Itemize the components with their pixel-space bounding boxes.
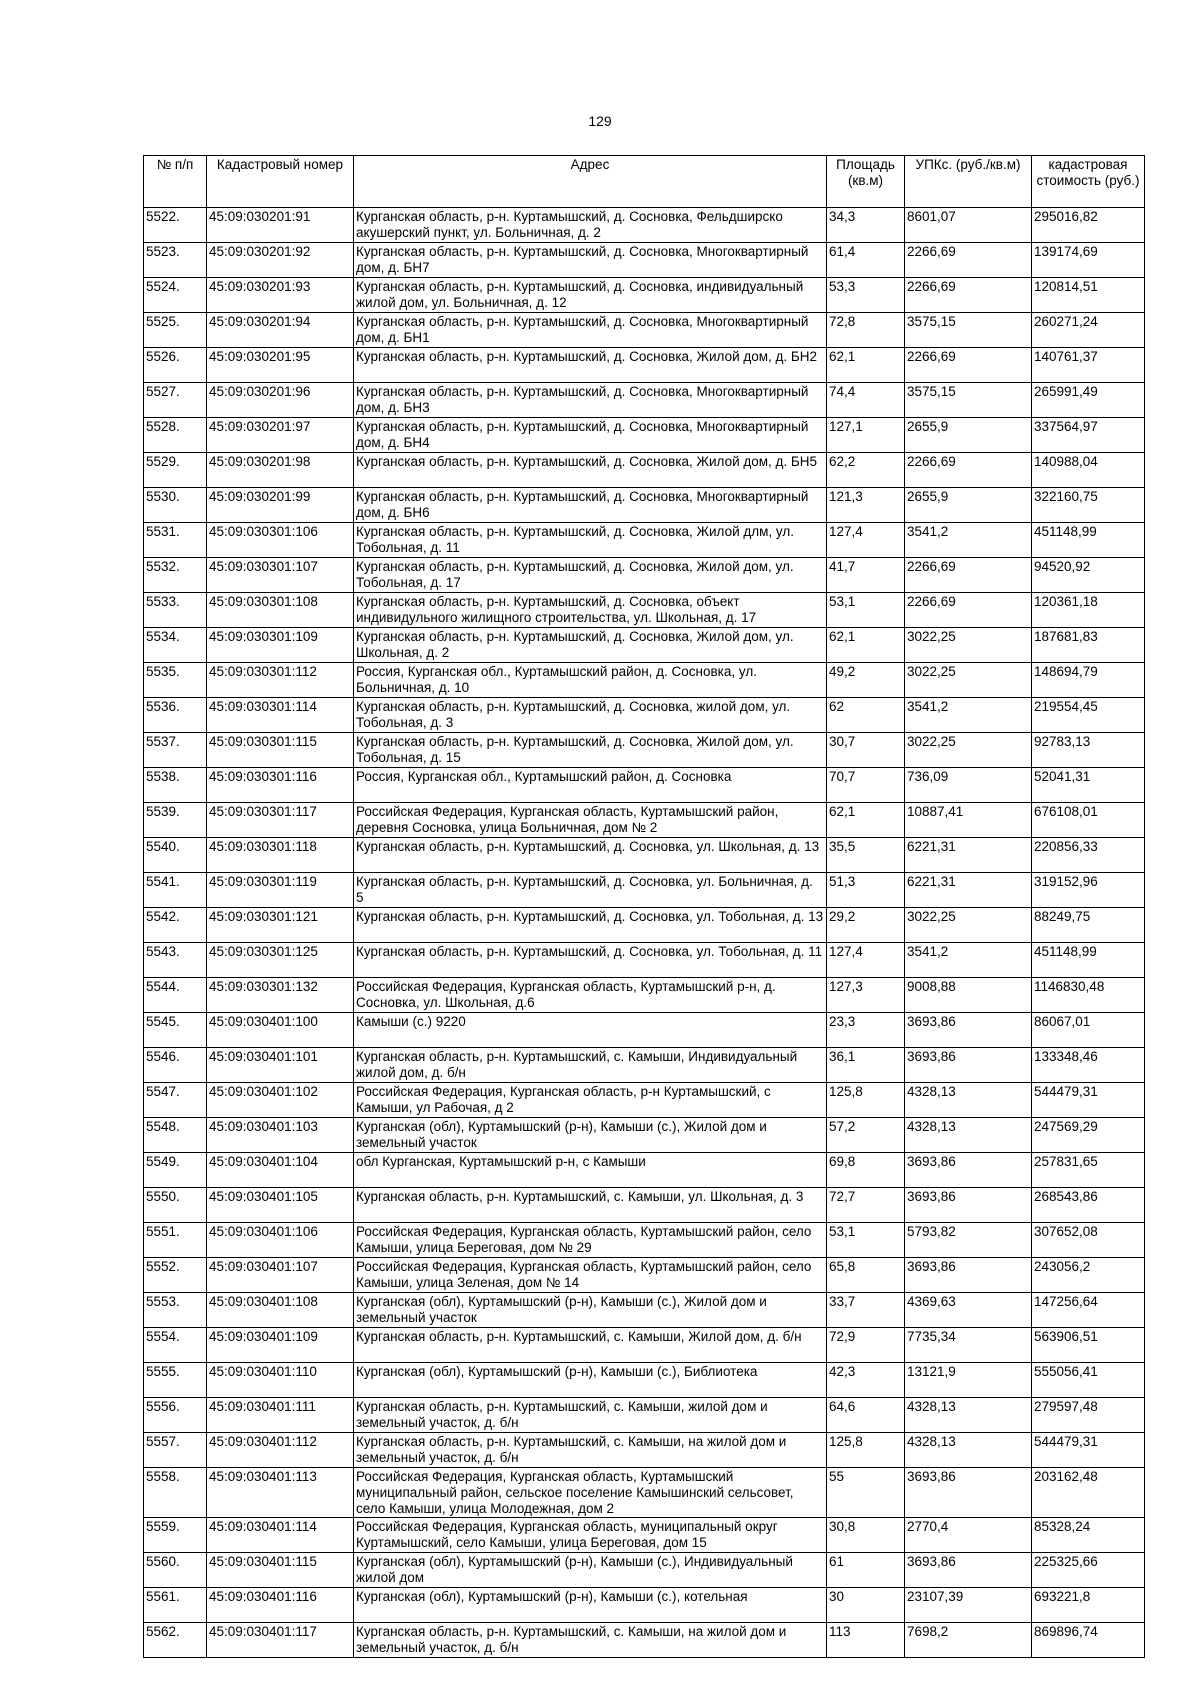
cadastral-value-cell: 1146830,48 [1032,978,1145,1013]
table-row [144,768,1145,803]
table-row [144,1623,1145,1658]
row-number-cell: 5553. [144,1293,207,1328]
area-cell: 55 [827,1468,905,1518]
address-cell: Курганская (обл), Куртамышский (р-н), Камыши (с.), Индивидуальный жилой дом [354,1553,827,1588]
upks-cell: 2266,69 [905,278,1032,313]
upks-cell: 736,09 [905,768,1032,803]
cadastral-number-cell: 45:09:030301:107 [207,558,354,593]
cadastral-value-cell: 133348,46 [1032,1048,1145,1083]
table-row [144,1013,1145,1048]
row-number-cell: 5523. [144,243,207,278]
cadastral-number-cell: 45:09:030401:103 [207,1118,354,1153]
cadastral-number-cell: 45:09:030201:98 [207,453,354,488]
address-cell: Российская Федерация, Курганская область, р-н Куртамышский, с Камыши, ул Рабочая, д 2 [354,1083,827,1118]
area-cell: 42,3 [827,1363,905,1398]
upks-cell: 3693,86 [905,1258,1032,1293]
upks-cell: 3693,86 [905,1013,1032,1048]
address-cell: Курганская область, р-н. Куртамышский, д. Сосновка, индивидуальный жилой дом, ул. Больничная, д. 12 [354,278,827,313]
area-cell: 62 [827,698,905,733]
table-row [144,1223,1145,1258]
upks-cell: 13121,9 [905,1363,1032,1398]
cadastral-number-cell: 45:09:030201:99 [207,488,354,523]
cadastral-value-cell: 279597,48 [1032,1398,1145,1433]
area-cell: 127,3 [827,978,905,1013]
address-cell: Курганская область, р-н. Куртамышский, с. Камыши, на жилой дом и земельный участок, д. б/н [354,1433,827,1468]
cadastral-number-cell: 45:09:030201:94 [207,313,354,348]
cadastral-table [143,155,1145,1658]
table-row [144,523,1145,558]
table-row [144,733,1145,768]
address-cell: Россия, Курганская обл., Куртамышский район, д. Сосновка [354,768,827,803]
upks-cell: 3022,25 [905,663,1032,698]
row-number-cell: 5561. [144,1588,207,1623]
cadastral-number-cell: 45:09:030201:97 [207,418,354,453]
upks-cell: 2266,69 [905,593,1032,628]
row-number-cell: 5534. [144,628,207,663]
cadastral-value-cell: 451148,99 [1032,523,1145,558]
row-number-cell: 5536. [144,698,207,733]
row-number-cell: 5542. [144,908,207,943]
row-number-cell: 5529. [144,453,207,488]
cadastral-number-cell: 45:09:030401:111 [207,1398,354,1433]
row-number-cell: 5526. [144,348,207,383]
row-number-cell: 5558. [144,1468,207,1518]
address-cell: Курганская (обл), Куртамышский (р-н), Камыши (с.), Жилой дом и земельный участок [354,1293,827,1328]
address-cell: Российская Федерация, Курганская область, Куртамышский район, село Камыши, улица Береговая, дом № 29 [354,1223,827,1258]
address-cell: Курганская область, р-н. Куртамышский, с. Камыши, Жилой дом, д. б/н [354,1328,827,1363]
cadastral-number-cell: 45:09:030401:109 [207,1328,354,1363]
address-cell: Курганская область, р-н. Куртамышский, д. Сосновка, ул. Тобольная, д. 11 [354,943,827,978]
row-number-cell: 5524. [144,278,207,313]
table-row [144,1118,1145,1153]
area-cell: 72,7 [827,1188,905,1223]
upks-cell: 3022,25 [905,908,1032,943]
cadastral-number-cell: 45:09:030201:95 [207,348,354,383]
address-cell: Курганская область, р-н. Куртамышский, д. Сосновка, Жилой дом, ул. Школьная, д. 2 [354,628,827,663]
cadastral-value-cell: 243056,2 [1032,1258,1145,1293]
table-row [144,1398,1145,1433]
cadastral-number-cell: 45:09:030201:93 [207,278,354,313]
upks-cell: 3693,86 [905,1153,1032,1188]
area-cell: 61,4 [827,243,905,278]
row-number-cell: 5540. [144,838,207,873]
row-number-cell: 5551. [144,1223,207,1258]
cadastral-number-cell: 45:09:030301:121 [207,908,354,943]
upks-cell: 6221,31 [905,873,1032,908]
cadastral-value-cell: 88249,75 [1032,908,1145,943]
upks-cell: 4328,13 [905,1398,1032,1433]
table-body [144,208,1145,1658]
row-number-cell: 5538. [144,768,207,803]
cadastral-number-cell: 45:09:030301:119 [207,873,354,908]
address-cell: Российская Федерация, Курганская область, Куртамышский муниципальный район, сельское поселение Камышинский сельсовет, село Камыши, улица Молодежная, дом 2 [354,1468,827,1518]
cadastral-value-cell: 257831,65 [1032,1153,1145,1188]
area-cell: 127,4 [827,523,905,558]
table-row [144,1468,1145,1518]
upks-cell: 2266,69 [905,243,1032,278]
cadastral-number-cell: 45:09:030301:106 [207,523,354,558]
area-cell: 61 [827,1553,905,1588]
table-row [144,208,1145,243]
address-cell: Курганская (обл), Куртамышский (р-н), Камыши (с.), Библиотека [354,1363,827,1398]
cadastral-number-cell: 45:09:030201:92 [207,243,354,278]
address-cell: Курганская область, р-н. Куртамышский, с. Камыши, на жилой дом и земельный участок, д. б/н [354,1623,827,1658]
cadastral-number-cell: 45:09:030301:118 [207,838,354,873]
upks-cell: 4328,13 [905,1083,1032,1118]
cadastral-value-cell: 563906,51 [1032,1328,1145,1363]
upks-cell: 2266,69 [905,348,1032,383]
cadastral-number-cell: 45:09:030401:107 [207,1258,354,1293]
upks-cell: 2266,69 [905,558,1032,593]
area-cell: 53,1 [827,593,905,628]
cadastral-number-cell: 45:09:030401:106 [207,1223,354,1258]
row-number-cell: 5556. [144,1398,207,1433]
address-cell: Россия, Курганская обл., Куртамышский район, д. Сосновка, ул. Больничная, д. 10 [354,663,827,698]
row-number-cell: 5544. [144,978,207,1013]
area-cell: 70,7 [827,768,905,803]
cadastral-number-cell: 45:09:030401:100 [207,1013,354,1048]
area-cell: 69,8 [827,1153,905,1188]
row-number-cell: 5557. [144,1433,207,1468]
area-cell: 30,8 [827,1518,905,1553]
table-row [144,628,1145,663]
row-number-cell: 5525. [144,313,207,348]
area-cell: 62,2 [827,453,905,488]
upks-cell: 3693,86 [905,1188,1032,1223]
upks-cell: 3575,15 [905,313,1032,348]
cadastral-value-cell: 85328,24 [1032,1518,1145,1553]
row-number-cell: 5530. [144,488,207,523]
cadastral-number-cell: 45:09:030401:102 [207,1083,354,1118]
area-cell: 49,2 [827,663,905,698]
header-address: Адрес [354,156,827,208]
area-cell: 53,3 [827,278,905,313]
table-row [144,1293,1145,1328]
row-number-cell: 5532. [144,558,207,593]
area-cell: 30,7 [827,733,905,768]
cadastral-value-cell: 94520,92 [1032,558,1145,593]
address-cell: Курганская область, р-н. Куртамышский, д. Сосновка, Многоквартирный дом, д. БН4 [354,418,827,453]
cadastral-number-cell: 45:09:030401:117 [207,1623,354,1658]
address-cell: Курганская область, р-н. Куртамышский, д. Сосновка, Жилой дом, д. БН2 [354,348,827,383]
cadastral-value-cell: 322160,75 [1032,488,1145,523]
area-cell: 125,8 [827,1433,905,1468]
row-number-cell: 5537. [144,733,207,768]
area-cell: 41,7 [827,558,905,593]
row-number-cell: 5549. [144,1153,207,1188]
area-cell: 23,3 [827,1013,905,1048]
cadastral-value-cell: 693221,8 [1032,1588,1145,1623]
cadastral-number-cell: 45:09:030301:114 [207,698,354,733]
cadastral-value-cell: 247569,29 [1032,1118,1145,1153]
table-row [144,908,1145,943]
address-cell: Курганская область, р-н. Куртамышский, с. Камыши, жилой дом и земельный участок, д. б/н [354,1398,827,1433]
table-row [144,348,1145,383]
cadastral-number-cell: 45:09:030401:114 [207,1518,354,1553]
upks-cell: 2770,4 [905,1518,1032,1553]
row-number-cell: 5550. [144,1188,207,1223]
upks-cell: 3693,86 [905,1048,1032,1083]
cadastral-value-cell: 203162,48 [1032,1468,1145,1518]
cadastral-value-cell: 120814,51 [1032,278,1145,313]
cadastral-number-cell: 45:09:030301:125 [207,943,354,978]
table-row [144,383,1145,418]
upks-cell: 23107,39 [905,1588,1032,1623]
table-row [144,1518,1145,1553]
row-number-cell: 5548. [144,1118,207,1153]
cadastral-number-cell: 45:09:030301:108 [207,593,354,628]
area-cell: 125,8 [827,1083,905,1118]
address-cell: обл Курганская, Куртамышский р-н, с Камыши [354,1153,827,1188]
page-number: 129 [588,113,612,129]
table-row [144,698,1145,733]
area-cell: 62,1 [827,803,905,838]
area-cell: 29,2 [827,908,905,943]
cadastral-value-cell: 337564,97 [1032,418,1145,453]
cadastral-value-cell: 268543,86 [1032,1188,1145,1223]
header-area: Площадь (кв.м) [827,156,905,208]
table-row [144,1363,1145,1398]
cadastral-value-cell: 92783,13 [1032,733,1145,768]
cadastral-value-cell: 120361,18 [1032,593,1145,628]
address-cell: Курганская область, р-н. Куртамышский, д. Сосновка, Жилой дом, ул. Тобольная, д. 15 [354,733,827,768]
area-cell: 127,4 [827,943,905,978]
address-cell: Курганская область, р-н. Куртамышский, д. Сосновка, Многоквартирный дом, д. БН6 [354,488,827,523]
area-cell: 36,1 [827,1048,905,1083]
upks-cell: 3693,86 [905,1553,1032,1588]
address-cell: Курганская область, р-н. Куртамышский, д. Сосновка, объект индивидульного жилищного строительства, ул. Школьная, д. 17 [354,593,827,628]
address-cell: Курганская область, р-н. Куртамышский, д. Сосновка, Многоквартирный дом, д. БН3 [354,383,827,418]
cadastral-value-cell: 86067,01 [1032,1013,1145,1048]
upks-cell: 4328,13 [905,1433,1032,1468]
cadastral-value-cell: 140988,04 [1032,453,1145,488]
cadastral-number-cell: 45:09:030201:96 [207,383,354,418]
table-row [144,243,1145,278]
table-header-row [144,156,1145,208]
address-cell: Курганская область, р-н. Куртамышский, д. Сосновка, ул. Больничная, д. 5 [354,873,827,908]
area-cell: 62,1 [827,628,905,663]
row-number-cell: 5535. [144,663,207,698]
table-row [144,558,1145,593]
header-cadastral-number: Кадастровый номер [207,156,354,208]
upks-cell: 3022,25 [905,733,1032,768]
row-number-cell: 5531. [144,523,207,558]
upks-cell: 3693,86 [905,1468,1032,1518]
cadastral-number-cell: 45:09:030401:101 [207,1048,354,1083]
cadastral-number-cell: 45:09:030401:113 [207,1468,354,1518]
row-number-cell: 5528. [144,418,207,453]
table-row [144,1553,1145,1588]
address-cell: Курганская (обл), Куртамышский (р-н), Камыши (с.), котельная [354,1588,827,1623]
row-number-cell: 5533. [144,593,207,628]
upks-cell: 9008,88 [905,978,1032,1013]
address-cell: Курганская (обл), Куртамышский (р-н), Камыши (с.), Жилой дом и земельный участок [354,1118,827,1153]
address-cell: Курганская область, р-н. Куртамышский, с. Камыши, ул. Школьная, д. 3 [354,1188,827,1223]
address-cell: Российская Федерация, Курганская область, муниципальный округ Куртамышский, село Камыши, улица Береговая, дом 15 [354,1518,827,1553]
row-number-cell: 5541. [144,873,207,908]
upks-cell: 2655,9 [905,488,1032,523]
cadastral-value-cell: 265991,49 [1032,383,1145,418]
cadastral-value-cell: 295016,82 [1032,208,1145,243]
table-row [144,663,1145,698]
table-row [144,313,1145,348]
upks-cell: 8601,07 [905,208,1032,243]
upks-cell: 3541,2 [905,943,1032,978]
area-cell: 72,9 [827,1328,905,1363]
upks-cell: 2266,69 [905,453,1032,488]
row-number-cell: 5559. [144,1518,207,1553]
area-cell: 121,3 [827,488,905,523]
table-row [144,838,1145,873]
table-row [144,943,1145,978]
area-cell: 64,6 [827,1398,905,1433]
row-number-cell: 5560. [144,1553,207,1588]
table-row [144,1048,1145,1083]
address-cell: Российская Федерация, Курганская область, Куртамышский район, деревня Сосновка, улица Больничная, дом № 2 [354,803,827,838]
row-number-cell: 5554. [144,1328,207,1363]
row-number-cell: 5543. [144,943,207,978]
cadastral-value-cell: 187681,83 [1032,628,1145,663]
upks-cell: 3575,15 [905,383,1032,418]
row-number-cell: 5522. [144,208,207,243]
address-cell: Курганская область, р-н. Куртамышский, д. Сосновка, Жилой длм, ул. Тобольная, д. 11 [354,523,827,558]
row-number-cell: 5552. [144,1258,207,1293]
cadastral-number-cell: 45:09:030301:109 [207,628,354,663]
cadastral-number-cell: 45:09:030301:132 [207,978,354,1013]
header-upks: УПКс. (руб./кв.м) [905,156,1032,208]
address-cell: Курганская область, р-н. Куртамышский, д. Сосновка, Многоквартирный дом, д. БН7 [354,243,827,278]
upks-cell: 2655,9 [905,418,1032,453]
upks-cell: 5793,82 [905,1223,1032,1258]
address-cell: Курганская область, р-н. Куртамышский, д. Сосновка, ул. Школьная, д. 13 [354,838,827,873]
cadastral-number-cell: 45:09:030301:117 [207,803,354,838]
cadastral-value-cell: 148694,79 [1032,663,1145,698]
area-cell: 127,1 [827,418,905,453]
cadastral-number-cell: 45:09:030301:116 [207,768,354,803]
table-row [144,1588,1145,1623]
upks-cell: 3541,2 [905,698,1032,733]
cadastral-number-cell: 45:09:030301:115 [207,733,354,768]
row-number-cell: 5562. [144,1623,207,1658]
area-cell: 74,4 [827,383,905,418]
upks-cell: 7735,34 [905,1328,1032,1363]
table-row [144,278,1145,313]
address-cell: Камыши (с.) 9220 [354,1013,827,1048]
cadastral-value-cell: 451148,99 [1032,943,1145,978]
upks-cell: 4328,13 [905,1118,1032,1153]
cadastral-value-cell: 52041,31 [1032,768,1145,803]
area-cell: 65,8 [827,1258,905,1293]
row-number-cell: 5527. [144,383,207,418]
cadastral-value-cell: 260271,24 [1032,313,1145,348]
cadastral-number-cell: 45:09:030401:110 [207,1363,354,1398]
area-cell: 57,2 [827,1118,905,1153]
table-row [144,978,1145,1013]
table-row [144,593,1145,628]
cadastral-number-cell: 45:09:030301:112 [207,663,354,698]
area-cell: 113 [827,1623,905,1658]
cadastral-value-cell: 676108,01 [1032,803,1145,838]
cadastral-number-cell: 45:09:030401:105 [207,1188,354,1223]
row-number-cell: 5546. [144,1048,207,1083]
upks-cell: 6221,31 [905,838,1032,873]
cadastral-value-cell: 869896,74 [1032,1623,1145,1658]
cadastral-value-cell: 544479,31 [1032,1083,1145,1118]
cadastral-value-cell: 319152,96 [1032,873,1145,908]
cadastral-value-cell: 225325,66 [1032,1553,1145,1588]
table-row [144,1328,1145,1363]
cadastral-number-cell: 45:09:030401:104 [207,1153,354,1188]
area-cell: 72,8 [827,313,905,348]
table-row [144,1433,1145,1468]
address-cell: Курганская область, р-н. Куртамышский, д. Сосновка, Многоквартирный дом, д. БН1 [354,313,827,348]
table-row [144,873,1145,908]
area-cell: 35,5 [827,838,905,873]
table-row [144,1083,1145,1118]
cadastral-value-cell: 544479,31 [1032,1433,1145,1468]
cadastral-value-cell: 139174,69 [1032,243,1145,278]
address-cell: Курганская область, р-н. Куртамышский, д. Сосновка, Фельдширско акушерский пункт, ул. Больничная, д. 2 [354,208,827,243]
row-number-cell: 5545. [144,1013,207,1048]
cadastral-value-cell: 555056,41 [1032,1363,1145,1398]
address-cell: Курганская область, р-н. Куртамышский, с. Камыши, Индивидуальный жилой дом, д. б/н [354,1048,827,1083]
area-cell: 62,1 [827,348,905,383]
address-cell: Курганская область, р-н. Куртамышский, д. Сосновка, Жилой дом, ул. Тобольная, д. 17 [354,558,827,593]
row-number-cell: 5547. [144,1083,207,1118]
address-cell: Курганская область, р-н. Куртамышский, д. Сосновка, ул. Тобольная, д. 13 [354,908,827,943]
table-row [144,453,1145,488]
cadastral-value-cell: 307652,08 [1032,1223,1145,1258]
upks-cell: 10887,41 [905,803,1032,838]
header-number: № п/п [144,156,207,208]
address-cell: Курганская область, р-н. Куртамышский, д. Сосновка, жилой дом, ул. Тобольная, д. 3 [354,698,827,733]
table-row [144,1188,1145,1223]
table-row [144,1153,1145,1188]
cadastral-number-cell: 45:09:030401:115 [207,1553,354,1588]
row-number-cell: 5539. [144,803,207,838]
upks-cell: 4369,63 [905,1293,1032,1328]
area-cell: 33,7 [827,1293,905,1328]
cadastral-value-cell: 219554,45 [1032,698,1145,733]
table-row [144,1258,1145,1293]
table-row [144,418,1145,453]
area-cell: 53,1 [827,1223,905,1258]
upks-cell: 3022,25 [905,628,1032,663]
row-number-cell: 5555. [144,1363,207,1398]
table-row [144,488,1145,523]
cadastral-value-cell: 140761,37 [1032,348,1145,383]
cadastral-number-cell: 45:09:030201:91 [207,208,354,243]
address-cell: Российская Федерация, Курганская область, Куртамышский район, село Камыши, улица Зеленая, дом № 14 [354,1258,827,1293]
area-cell: 34,3 [827,208,905,243]
cadastral-value-cell: 147256,64 [1032,1293,1145,1328]
address-cell: Российская Федерация, Курганская область, Куртамышский р-н, д. Сосновка, ул. Школьная, д.6 [354,978,827,1013]
cadastral-value-cell: 220856,33 [1032,838,1145,873]
cadastral-number-cell: 45:09:030401:112 [207,1433,354,1468]
cadastral-number-cell: 45:09:030401:116 [207,1588,354,1623]
address-cell: Курганская область, р-н. Куртамышский, д. Сосновка, Жилой дом, д. БН5 [354,453,827,488]
area-cell: 51,3 [827,873,905,908]
upks-cell: 3541,2 [905,523,1032,558]
area-cell: 30 [827,1588,905,1623]
upks-cell: 7698,2 [905,1623,1032,1658]
cadastral-number-cell: 45:09:030401:108 [207,1293,354,1328]
header-cadastral-value: кадастровая стоимость (руб.) [1032,156,1145,208]
table-row [144,803,1145,838]
